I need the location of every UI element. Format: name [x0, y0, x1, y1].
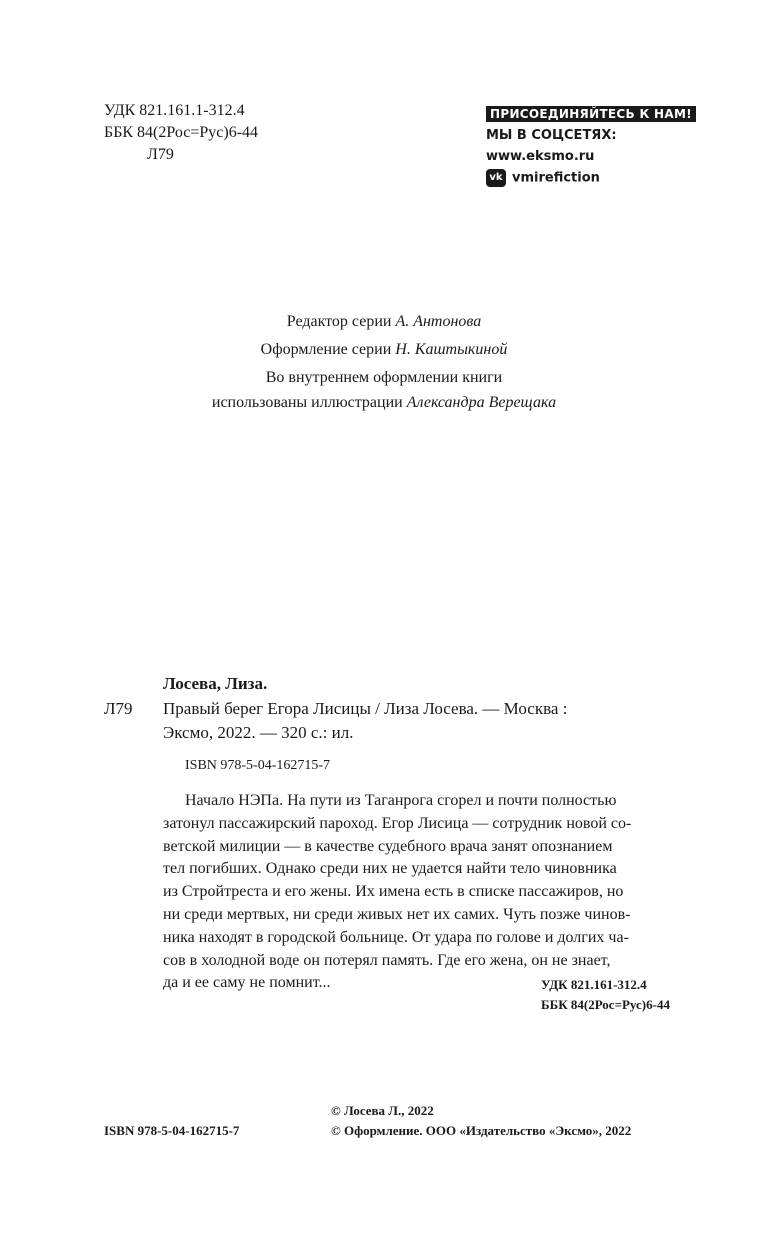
illustrations-line-1: Во внутреннем оформлении книги	[265, 369, 503, 386]
copyright-block	[331, 1101, 631, 1141]
annotation-line: Начало НЭПа. На пути из Таганрога сгорел и почти полностью	[185, 792, 617, 809]
illustrations-line-2	[0, 390, 768, 415]
footer-udk: УДК 821.161-312.4	[541, 977, 647, 992]
editor-label: Редактор серии	[286, 313, 392, 330]
bib-code: Л79	[104, 699, 133, 718]
annotation-line: из Стройтреста и его жены. Их имена есть в списке пассажиров, но	[163, 883, 624, 901]
annotation-line: затонул пассажирский пароход. Егор Лисица — сотрудник новой со-	[163, 814, 632, 832]
annotation-line: ветской милиции — в качестве судебного врача занят опознанием	[163, 837, 613, 855]
design-line	[0, 337, 768, 362]
website-link[interactable]: www.eksmo.ru	[486, 149, 595, 164]
bbk-code: ББК 84(2Рос=Рус)6-44	[104, 124, 259, 141]
editor-name: А. Антонова	[395, 313, 482, 330]
bib-author: Лосева, Лиза.	[163, 674, 268, 693]
editor-line	[0, 309, 768, 334]
design-label: Оформление серии	[260, 341, 392, 358]
vk-icon: vk	[486, 169, 506, 187]
annotation	[163, 790, 703, 995]
annotation-line: сов в холодной воде он потерял память. Где его жена, он не знает,	[163, 951, 611, 969]
illustrator-name: Александра Верещака	[406, 394, 557, 411]
author-mark: Л79	[147, 146, 174, 163]
design-name: Н. Каштыкиной	[395, 341, 508, 358]
bib-title-line-2: Эксмо, 2022. — 320 с.: ил.	[163, 723, 354, 742]
udk-code: УДК 821.161.1-312.4	[104, 102, 245, 119]
illustrations-label: использованы иллюстрации	[211, 394, 403, 411]
bib-title-line-1: Правый берег Егора Лисицы / Лиза Лосева. — Москва :	[163, 699, 568, 718]
annotation-line: да и ее саму не помнит...	[163, 974, 331, 992]
social-block	[486, 103, 696, 188]
credits-block	[0, 309, 768, 415]
footer-bbk: ББК 84(2Рос=Рус)6-44	[541, 997, 670, 1012]
footer-classification	[541, 975, 670, 1015]
annotation-line: ника находят в городской больнице. От удара по голове и долгих ча-	[163, 928, 629, 946]
footer-isbn: ISBN 978-5-04-162715-7	[104, 1123, 240, 1138]
bib-isbn: ISBN 978-5-04-162715-7	[185, 758, 331, 773]
vk-link[interactable]	[486, 169, 696, 188]
annotation-line: тел погибших. Однако среди них не удается найти тело чиновника	[163, 860, 617, 878]
vk-handle: vmirefiction	[512, 170, 600, 186]
join-banner: ПРИСОЕДИНЯЙТЕСЬ К НАМ!	[486, 106, 696, 122]
classification-block	[104, 100, 258, 166]
copyright-author: © Лосева Л., 2022	[331, 1103, 434, 1118]
copyright-design: © Оформление. ООО «Издательство «Эксмо», 2022	[331, 1123, 632, 1138]
annotation-line: ни среди мертвых, ни среди живых нет их самих. Чуть позже чинов-	[163, 905, 631, 923]
social-subtitle: МЫ В СОЦСЕТЯХ:	[486, 128, 617, 143]
